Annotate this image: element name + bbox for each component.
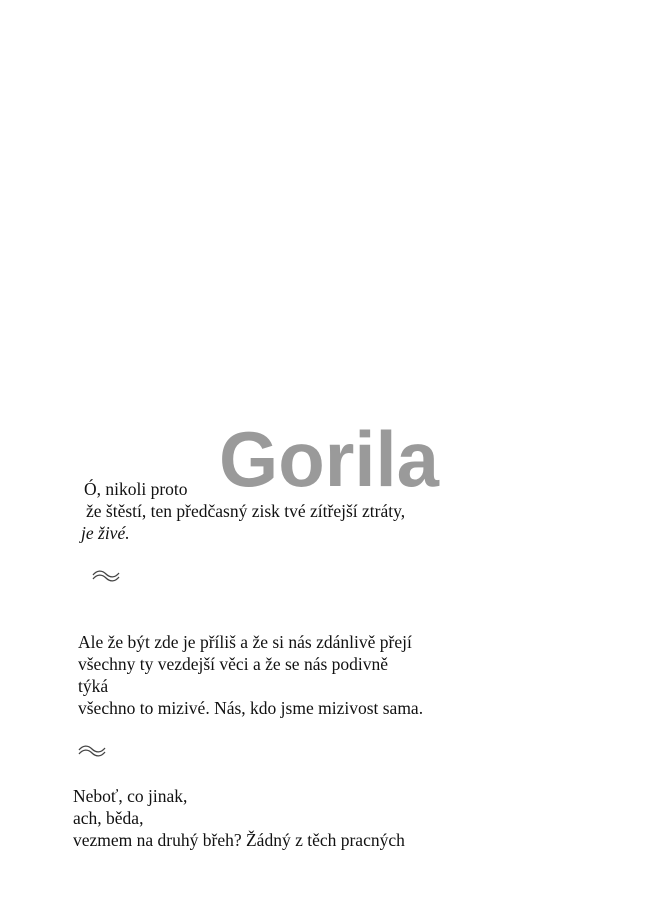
- poem-line-italic: je živé.: [81, 523, 130, 543]
- poem-stanza-3: [73, 785, 405, 851]
- poem-line: všechny ty vezdejší věci a že se nás podivně: [78, 654, 389, 674]
- poem-line: vezmem na druhý břeh? Žádný z těch pracných: [73, 830, 405, 850]
- poem-line: týká: [78, 676, 109, 696]
- section-divider-icon: [91, 569, 121, 583]
- poem-stanza-1: [81, 478, 406, 544]
- watermark-text: Gorila: [219, 418, 440, 498]
- poem-line: ach, běda,: [73, 808, 144, 828]
- poem-line: Ale že být zde je příliš a že si nás zdánlivě přejí: [78, 632, 412, 652]
- poem-line: všechno to mizivé. Nás, kdo jsme mizivost sama.: [78, 698, 424, 718]
- poem-line: že štěstí, ten předčasný zisk tvé zítřejší ztráty,: [86, 501, 406, 521]
- poem-line: Neboť, co jinak,: [73, 786, 188, 806]
- poem-stanza-2: [78, 631, 423, 719]
- poem-line: Ó, nikoli proto: [84, 479, 188, 499]
- section-divider-icon: [77, 744, 107, 758]
